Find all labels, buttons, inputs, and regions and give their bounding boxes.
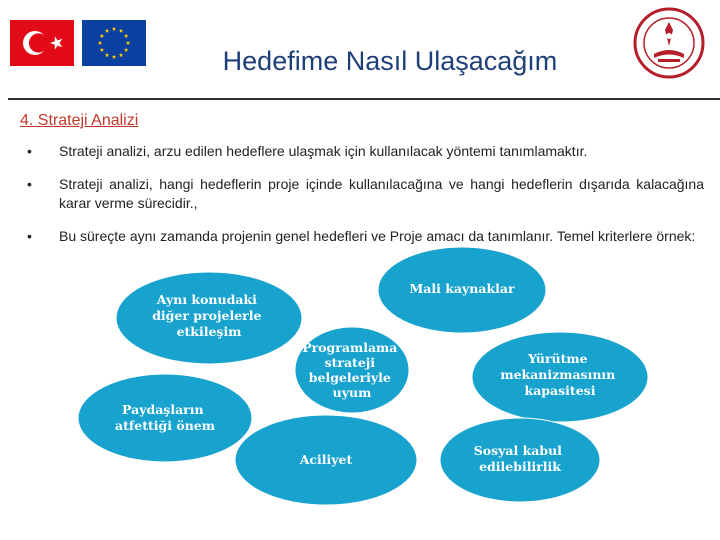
bullet-dot-icon: • bbox=[27, 143, 32, 159]
criterion-label-line: Sosyal kabul bbox=[473, 443, 562, 458]
page-title: Hedefime Nasıl Ulaşacağım bbox=[222, 46, 558, 76]
criterion-label-line: belgeleriyle bbox=[308, 370, 391, 385]
eu-star-icon bbox=[119, 53, 124, 57]
criterion-label-line: Aciliyet bbox=[299, 452, 353, 467]
criterion-label-line: etkileşim bbox=[176, 324, 242, 339]
criterion-label-line: Paydaşların bbox=[122, 402, 204, 417]
eu-star-icon bbox=[124, 34, 129, 38]
criterion-node-sosyal-kabul bbox=[440, 418, 600, 502]
svg-text:Paydaşların atfettiği ön bbox=[115, 402, 215, 433]
criterion-node-aciliyet bbox=[235, 415, 417, 505]
bullet-text: Strateji analizi, arzu edilen hedeflere ulaşmak için kullanılacak yöntemi tanımlamaktır. bbox=[59, 143, 588, 159]
criterion-label-line: atfettiği önem bbox=[115, 418, 215, 433]
eu-flag-icon bbox=[82, 20, 146, 66]
criterion-label-line: edilebilirlik bbox=[479, 459, 561, 474]
svg-text:Sosyal kabul edilebilirl bbox=[474, 443, 567, 474]
eu-star-icon bbox=[126, 41, 131, 45]
header-divider bbox=[8, 98, 720, 100]
list-item bbox=[22, 142, 704, 161]
criterion-node-mali-kaynaklar bbox=[378, 247, 546, 333]
bullet-text: Bu süreçte aynı zamanda projenin genel hedefleri ve Proje amacı da tanımlanır. Temel kriterlere örnek: bbox=[59, 228, 696, 244]
criterion-label-line: diğer projelerle bbox=[152, 308, 262, 323]
eu-star-icon bbox=[119, 28, 124, 32]
svg-text:Mali kaynaklar bbox=[409, 281, 515, 296]
list-item bbox=[22, 227, 704, 246]
turkey-flag-icon bbox=[10, 20, 74, 66]
eu-star-icon bbox=[112, 55, 117, 59]
eu-star-icon bbox=[100, 34, 105, 38]
criterion-label-line: Mali kaynaklar bbox=[409, 281, 515, 296]
criterion-node-ayni-konudaki bbox=[116, 272, 302, 364]
section-heading: 4. Strateji Analizi bbox=[20, 112, 139, 129]
list-item bbox=[22, 175, 704, 213]
criterion-label-line: Yürütme bbox=[528, 351, 588, 366]
bullet-dot-icon: • bbox=[27, 176, 32, 192]
criterion-label-line: strateji bbox=[324, 355, 376, 370]
bullet-list bbox=[22, 142, 704, 260]
criterion-label-line: kapasitesi bbox=[524, 383, 596, 398]
eu-star-icon bbox=[100, 48, 105, 52]
bullet-text: Strateji analizi, hangi hedeflerin proje içinde kullanılacağına ve hangi hedeflerin dışarıda kalacağına karar verme sürecidir., bbox=[59, 176, 704, 211]
criterion-label-line: Programlama bbox=[302, 340, 398, 355]
svg-text:Aciliyet bbox=[299, 452, 353, 467]
eu-star-icon bbox=[105, 28, 110, 32]
eu-star-icon bbox=[105, 53, 110, 57]
criterion-label-line: mekanizmasının bbox=[500, 367, 616, 382]
ministry-seal-icon bbox=[632, 6, 706, 80]
bullet-dot-icon: • bbox=[27, 228, 32, 244]
criterion-label-line: uyum bbox=[332, 385, 372, 400]
criterion-node-yurutme bbox=[472, 332, 648, 422]
eu-star-icon bbox=[112, 27, 117, 31]
eu-star-icon bbox=[124, 48, 129, 52]
criterion-label-line: Aynı konudaki bbox=[156, 292, 257, 307]
eu-star-icon bbox=[98, 41, 103, 45]
criterion-node-programlama bbox=[295, 327, 409, 413]
criterion-node-paydaslar bbox=[78, 374, 252, 462]
